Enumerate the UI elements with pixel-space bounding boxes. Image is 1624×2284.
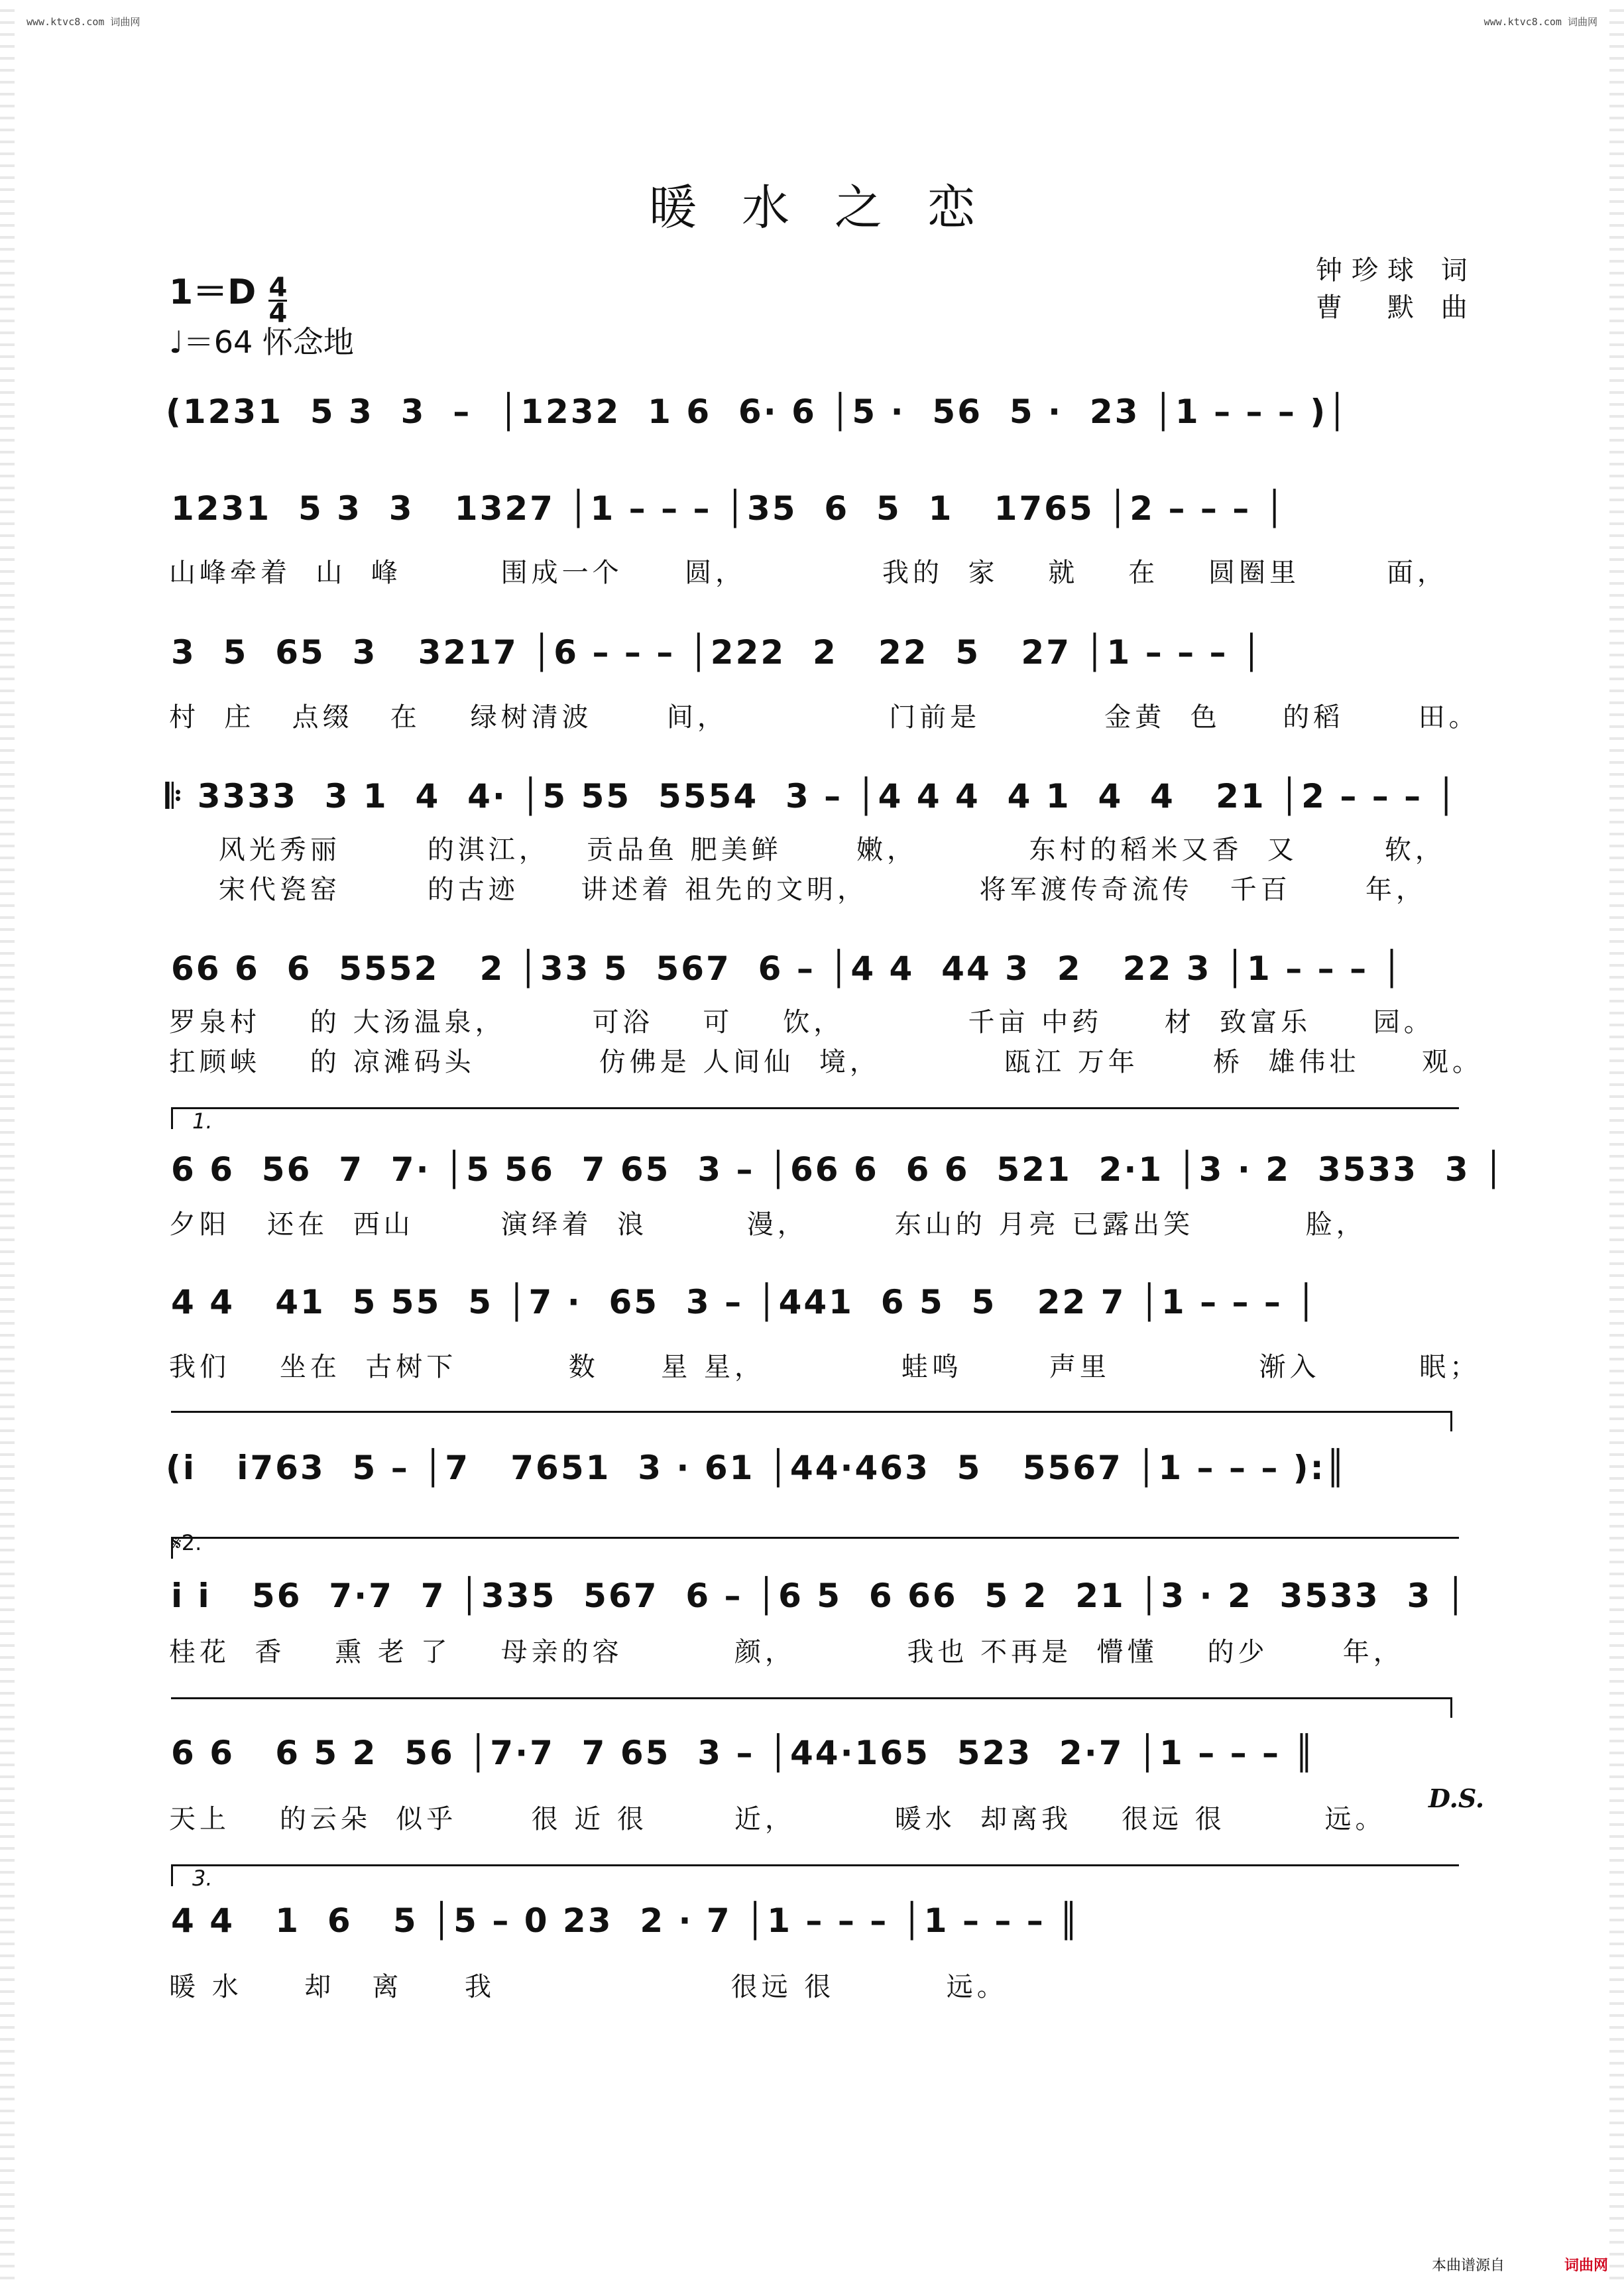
system-8-notes: (i i763 5 – │7 7651 3 · 61 │44·463 5 5567 │1 – – – ):║ [166, 1449, 1348, 1487]
system-6-lyrics: 夕阳 还在 西山 演绎着 浪 漫， 东山的 月亮 已露出笑 脸， [169, 1209, 1367, 1240]
system-10-lyrics: 天上 的云朵 似乎 很 近 很 近， 暖水 却离我 很远 很 远。 [169, 1804, 1386, 1834]
system-5-lyrics-verse1: 罗泉村 的 大汤温泉， 可浴 可 饮， 千亩 中药 材 致富乐 园。 [169, 1007, 1434, 1038]
volta-2-label: 𝄋2. [172, 1530, 202, 1555]
left-border-strip [0, 0, 15, 2284]
song-title: 暖水之恋 [648, 180, 1020, 235]
time-signature-bottom: 4 [268, 298, 288, 329]
key-signature: 1＝D [169, 272, 257, 312]
footer-source-text: 本曲谱源自 [1432, 2257, 1505, 2274]
volta-1-end-bracket [171, 1411, 1452, 1431]
system-4-notes: 𝄆 3333 3 1 4 4· │5 55 5554 3 – │4 4 4 4 1 4 4 21 │2 – – – │ [166, 777, 1458, 815]
time-signature-top: 4 [268, 272, 288, 303]
ds-marking: D.S. [1428, 1783, 1485, 1813]
system-3-lyrics: 村 庄 点缀 在 绿树清波 间， 门前是 金黄 色 的稻 田。 [169, 702, 1479, 733]
system-6-notes: 6 6 56 7 7· │5 56 7 65 3 – │66 6 6 6 521 2·1 │3 · 2 3533 3 │ [171, 1150, 1506, 1189]
right-border-strip [1609, 0, 1624, 2284]
system-5-lyrics-verse2: 扛顾峡 的 凉滩码头 仿佛是 人间仙 境， 瓯江 万年 桥 雄伟壮 观。 [169, 1047, 1483, 1077]
system-7-lyrics: 我们 坐在 古树下 数 星 星， 蛙鸣 声里 渐入 眠； [169, 1352, 1481, 1382]
system-10-notes: 6 6 6 5 2 56 │7·7 7 65 3 – │44·165 523 2·7 │1 – – – ║ [171, 1734, 1316, 1772]
system-5-notes: 66 6 6 5552 2 │33 5 567 6 – │4 4 44 3 2 22 3 │1 – – – │ [171, 949, 1404, 988]
volta-2-bracket [171, 1537, 1459, 1559]
composer: 曹 默 曲 [1316, 292, 1477, 323]
volta-1-bracket [171, 1107, 1459, 1129]
key-and-time [169, 264, 288, 329]
credits [1316, 252, 1477, 326]
header-site-left: www.ktvc8.com 词曲网 [27, 16, 141, 28]
footer-brand-logo: 词曲网 [1564, 2257, 1609, 2274]
lyricist: 钟珍球 词 [1316, 255, 1477, 286]
system-1-notes: (1231 5 3 3 – │1232 1 6 6· 6 │5 · 56 5 · 23 │1 – – – )│ [166, 392, 1350, 431]
volta-2-end-bracket [171, 1697, 1452, 1718]
system-9-notes: i i 56 7·7 7 │335 567 6 – │6 5 6 66 5 2 21 │3 · 2 3533 3 │ [171, 1577, 1468, 1615]
volta-3-label: 3. [192, 1866, 213, 1891]
system-4-lyrics-verse1: 风光秀丽 的淇江， 贡品鱼 肥美鲜 嫩， 东村的稻米又香 又 软， [169, 835, 1446, 865]
header-site-right: www.ktvc8.com 词曲网 [1483, 16, 1597, 28]
system-7-notes: 4 4 41 5 55 5 │7 · 65 3 – │441 6 5 5 22 7 │1 – – – │ [171, 1283, 1318, 1321]
system-11-lyrics: 暖 水 却 离 我 很远 很 远。 [169, 1972, 1008, 2002]
system-4-lyrics-verse2: 宋代瓷窑 的古迹 讲述着 祖先的文明， 将军渡传奇流传 千百 年， [169, 874, 1427, 905]
system-2-lyrics: 山峰牵着 山 峰 围成一个 圆， 我的 家 就 在 圆圈里 面， [169, 558, 1448, 588]
volta-1-label: 1. [192, 1109, 213, 1134]
tempo-marking: ♩＝64 怀念地 [169, 324, 354, 360]
system-9-lyrics: 桂花 香 熏 老 了 母亲的容 颜， 我也 不再是 懵懂 的少 年， [169, 1637, 1404, 1667]
system-11-notes: 4 4 1 6 5 │5 – 0 23 2 · 7 │1 – – – │1 – – – ║ [171, 1901, 1081, 1940]
volta-3-bracket [171, 1864, 1459, 1886]
system-3-notes: 3 5 65 3 3217 │6 – – – │222 2 22 5 27 │1 – – – │ [171, 633, 1264, 672]
system-2-notes: 1231 5 3 3 1327 │1 – – – │35 6 5 1 1765 │2 – – – │ [171, 489, 1287, 528]
